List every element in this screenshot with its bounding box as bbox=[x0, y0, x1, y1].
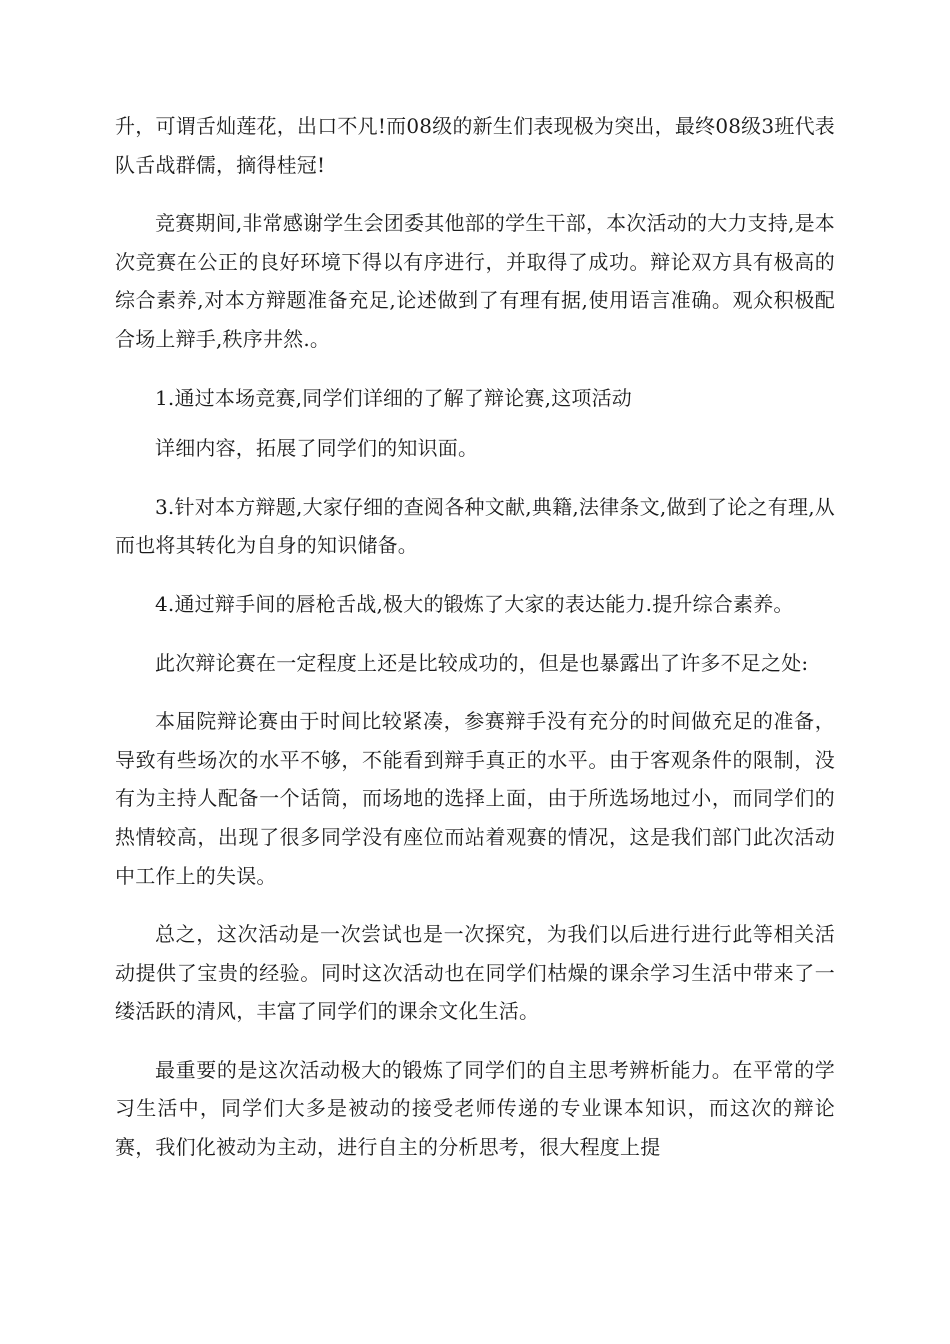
paragraph-point-4: 4.通过辩手间的唇枪舌战,极大的锻炼了大家的表达能力.提升综合素养。 bbox=[155, 591, 794, 616]
paragraph-shortcomings-intro: 此次辩论赛在一定程度上还是比较成功的，但是也暴露出了许多不足之处: bbox=[155, 650, 809, 675]
paragraph-shortcomings: 本届院辩论赛由于时间比较紧凑，参赛辩手没有充分的时间做充足的准备，导致有些场次的水平不够，不能看到辩手真正的水平。由于客观条件的限制，没有为主持人配备一个话筒，而场地的选择上面，由于所选场地过小，而同学们的热情较高，出现了很多同学没有座位而站着观赛的情况，这是我们部门此次活动中工作上的失误。 bbox=[115, 709, 835, 888]
paragraph-continuation: 升，可谓舌灿莲花，出口不凡!而08级的新生们表现极为突出，最终08级3班代表队舌战群儒，摘得桂冠! bbox=[115, 114, 835, 177]
paragraph-point-3: 3.针对本方辩题,大家仔细的查阅各种文献,典籍,法律条文,做到了论之有理,从而也将其转化为自身的知识储备。 bbox=[115, 494, 835, 558]
paragraph-point-1: 1.通过本场竞赛,同学们详细的了解了辩论赛,这项活动 bbox=[155, 385, 632, 410]
paragraph-point-1-continued: 详细内容，拓展了同学们的知识面。 bbox=[155, 436, 479, 461]
document-body bbox=[115, 107, 835, 1187]
paragraph-conclusion: 最重要的是这次活动极大的锻炼了同学们的自主思考辨析能力。在平常的学习生活中，同学们大多是被动的接受老师传递的专业课本知识，而这次的辩论赛，我们化被动为主动，进行自主的分析思考，很大程度上提 bbox=[115, 1057, 835, 1160]
paragraph-summary: 总之，这次活动是一次尝试也是一次探究，为我们以后进行进行此等相关活动提供了宝贵的经验。同时这次活动也在同学们枯燥的课余学习生活中带来了一缕活跃的清风，丰富了同学们的课余文化生活。 bbox=[115, 922, 835, 1024]
paragraph-thanks: 竞赛期间,非常感谢学生会团委其他部的学生干部，本次活动的大力支持,是本次竞赛在公正的良好环境下得以有序进行，并取得了成功。辩论双方具有极高的综合素养,对本方辩题准备充足,论述做到了有理有据,使用语言准确。观众积极配合场上辩手,秩序井然.。 bbox=[115, 211, 835, 351]
